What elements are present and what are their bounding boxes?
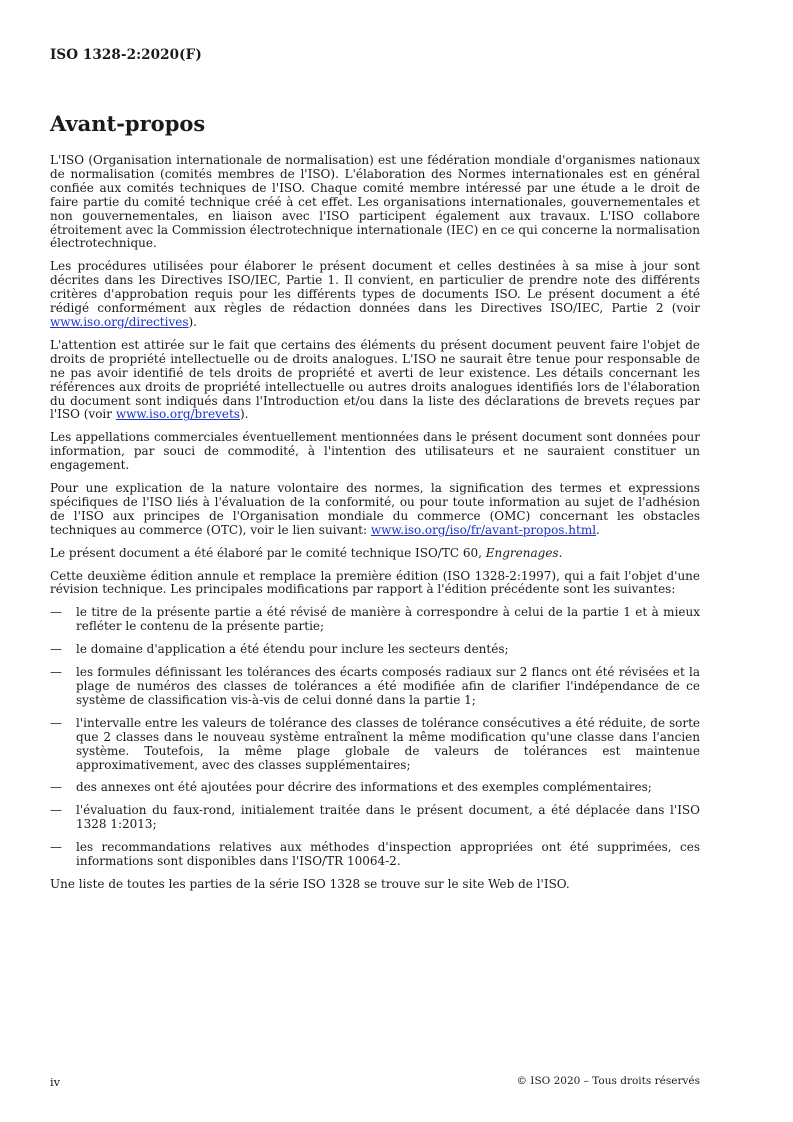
list-item [50, 666, 700, 708]
paragraph-intro: L'ISO (Organisation internationale de normalisation) est une fédération mondiale d'organismes nationaux de normalisation (comités membres de l'ISO). L'élaboration des Normes internationales est en général confiée aux comités techniques de l'ISO. Chaque comité membre intéressé par une étude a le droit de faire partie du comité technique créé à cet effet. Les organisations internationales, gouvernementales et non gouvernementales, en liaison avec l'ISO participent également aux travaux. L'ISO collabore étroitement avec la Commission électrotechnique internationale (IEC) en ce qui concerne la normalisation électrotechnique. [50, 153, 700, 251]
paragraph-committee [50, 547, 700, 561]
document-code: ISO 1328-2:2020(F) [50, 47, 202, 63]
paragraph-edition: Cette deuxième édition annule et remplace la première édition (ISO 1328-2:1997), qui a fait l'objet d'une révision technique. Les principales modifications par rapport à l'édition précédente sont les suivantes: [50, 568, 700, 597]
paragraph-committee-end: . [558, 545, 563, 560]
dash-marker: — [50, 803, 62, 818]
directives-link[interactable]: www.iso.org/directives [50, 314, 189, 329]
paragraph-procedures-text: Les procédures utilisées pour élaborer le présent document et celles destinées à sa mise à jour sont décrites dans les Directives ISO/IEC, Partie 1. Il convient, en particulier de prendre note des différents critères d'approbation requis pour les différents types de documents ISO. Le présent document a été rédigé conformément aux règles de rédaction données dans les Directives ISO/IEC, Partie 2 (voir [50, 259, 700, 316]
list-item-text: les recommandations relatives aux méthodes d'inspection appropriées ont été supprimées, ces informations sont disponibles dans l'ISO/TR 10064-2. [76, 840, 700, 869]
paragraph-patents-end: ). [239, 407, 249, 422]
dash-marker: — [50, 715, 62, 730]
list-item [50, 781, 700, 795]
list-item-text: le titre de la présente partie a été révisé de manière à correspondre à celui de la partie 1 et à mieux refléter le contenu de la présente partie; [76, 605, 700, 634]
paragraph-patents [50, 339, 700, 422]
list-item [50, 643, 700, 657]
paragraph-procedures-end: ). [188, 314, 197, 329]
paragraph-procedures [50, 260, 700, 330]
list-item-text: le domaine d'application a été étendu pour inclure les secteurs dentés; [76, 642, 509, 657]
page-title: Avant-propos [50, 111, 206, 136]
copyright-notice: © ISO 2020 – Tous droits réservés [516, 1075, 700, 1087]
list-item [50, 804, 700, 832]
list-item-text: les formules définissant les tolérances des écarts composés radiaux sur 2 flancs ont été révisées et la plage de numéros des classes de tolérances a été modifiée afin de clarifier l'indépendance de ce système de classification vis-à-vis de celui donné dans la partie 1; [76, 665, 700, 707]
list-item-text: l'intervalle entre les valeurs de tolérance des classes de tolérance consécutives a été réduite, de sorte que 2 classes dans le nouveau système entraînent la même modification qu'une classe dans l'ancien système. Toutefois, la même plage globale de valeurs de tolérances est maintenue approximativement, avec des classes supplémentaires; [76, 715, 700, 772]
list-item [50, 717, 700, 773]
committee-name: Engrenages [485, 545, 559, 560]
paragraph-trade-names: Les appellations commerciales éventuellement mentionnées dans le présent document sont données pour information, par souci de commodité, à l'intention des utilisateurs et ne sauraient constituer un engagement. [50, 430, 700, 473]
paragraph-voluntary [50, 482, 700, 538]
dash-marker: — [50, 780, 62, 795]
list-item [50, 606, 700, 634]
paragraph-committee-text: Le présent document a été élaboré par le comité technique ISO/TC 60, [50, 545, 486, 560]
paragraph-patents-text: L'attention est attirée sur le fait que certains des éléments du présent document peuvent faire l'objet de droits de propriété intellectuelle ou de droits analogues. L'ISO ne saurait être tenue pour responsable de ne pas avoir identifié de tels droits de propriété et averti de leur existence. Les détails concernant les références aux droits de propriété intellectuelle ou autres droits analogues identifiés lors de l'élaboration du document sont indiqués dans l'Introduction et/ou dans la liste des déclarations de brevets reçues par l'ISO (voir [50, 337, 700, 422]
dash-marker: — [50, 605, 62, 620]
page-number: iv [50, 1075, 61, 1089]
list-item [50, 841, 700, 869]
patents-link[interactable]: www.iso.org/brevets [115, 407, 240, 422]
dash-marker: — [50, 665, 62, 680]
list-item-text: des annexes ont été ajoutées pour décrire des informations et des exemples complémentaires; [76, 780, 652, 795]
paragraph-voluntary-text: Pour une explication de la nature volontaire des normes, la signification des termes et expressions spécifiques de l'ISO liés à l'évaluation de la conformité, ou pour toute information au sujet de l'adhésion de l'ISO aux principes de l'Organisation mondiale du commerce (OMC) concernant les obstacles techniques au commerce (OTC), voir le lien suivant: [50, 481, 700, 537]
foreword-body [50, 154, 700, 901]
dash-marker: — [50, 840, 62, 855]
foreword-link[interactable]: www.iso.org/iso/fr/avant-propos.html [370, 522, 597, 537]
paragraph-voluntary-end: . [596, 522, 600, 537]
list-item-text: l'évaluation du faux-rond, initialement traitée dans le présent document, a été déplacée dans l'ISO 1328 1:2013; [76, 803, 700, 832]
changes-list [50, 606, 700, 869]
dash-marker: — [50, 642, 62, 657]
paragraph-series: Une liste de toutes les parties de la série ISO 1328 se trouve sur le site Web de l'ISO. [50, 876, 570, 891]
